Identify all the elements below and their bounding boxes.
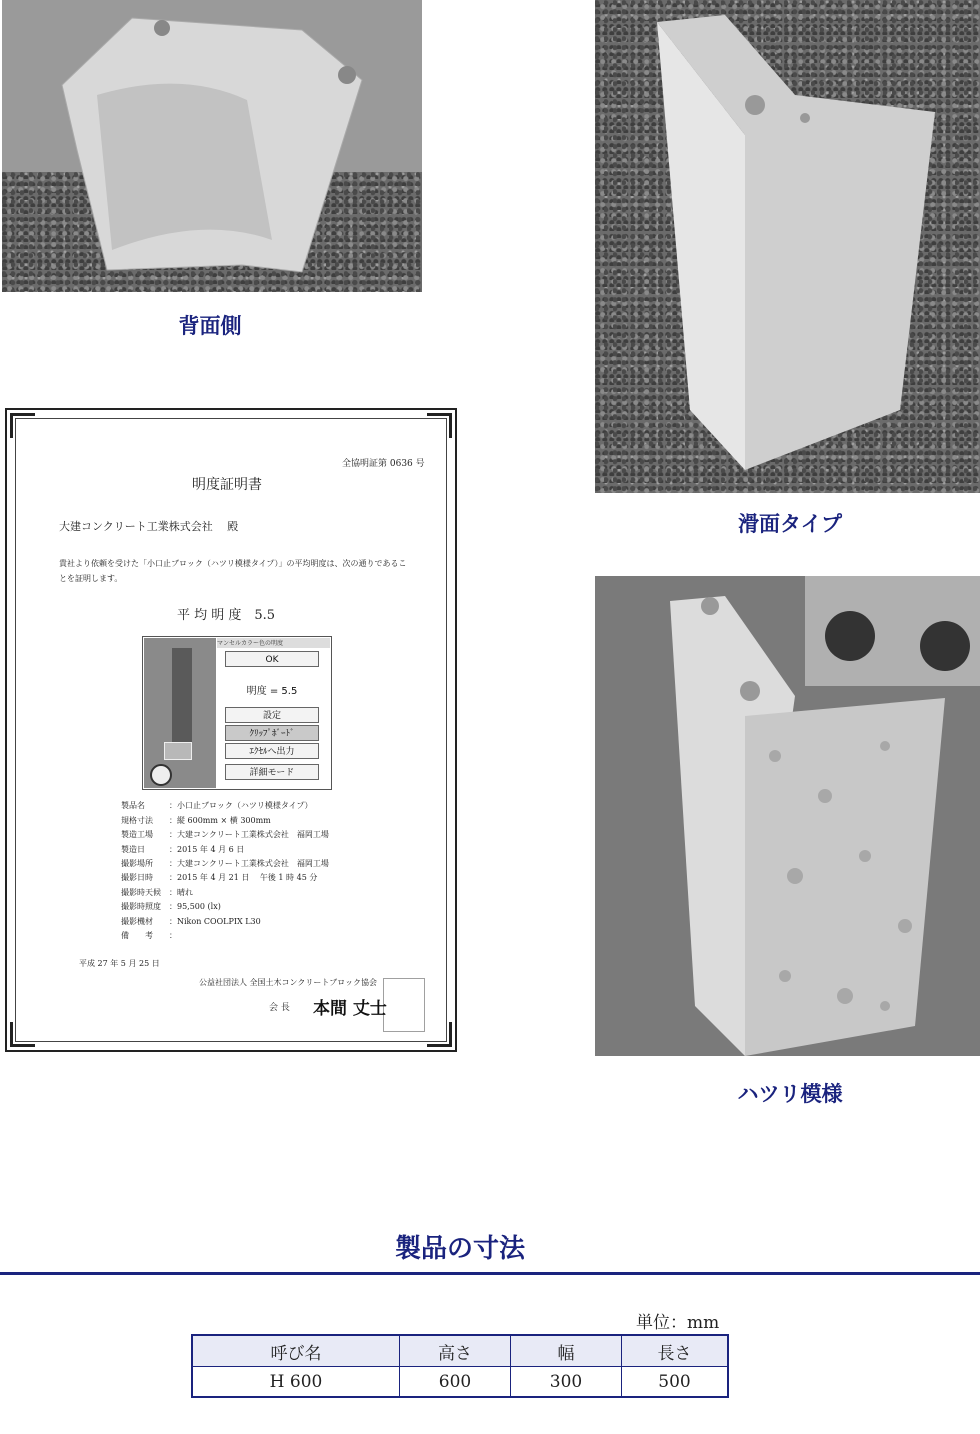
detail-value: ：縦 600mm × 横 300mm [169, 816, 271, 825]
photo-back-side [2, 0, 422, 292]
table-cell: 500 [622, 1367, 729, 1398]
table-cell: H 600 [192, 1367, 400, 1398]
table-row [192, 1367, 728, 1398]
detail-value: ：Nikon COOLPIX L30 [169, 917, 261, 926]
column-header: 高さ [400, 1335, 511, 1367]
detail-value: ：2015 年 4 月 6 日 [169, 845, 245, 854]
corner-ornament [427, 413, 452, 438]
detail-value: ：95,500 (lx) [169, 902, 221, 911]
dimensions-table [191, 1334, 729, 1398]
screen-settings-button: 設定 [225, 707, 319, 723]
column-header: 長さ [622, 1335, 729, 1367]
concrete-block-smooth-illustration [595, 0, 980, 493]
table-cell: 600 [400, 1367, 511, 1398]
certificate-recipient: 大建コンクリート工業株式会社 殿 [59, 520, 239, 533]
detail-value: ：大建コンクリート工業株式会社 福岡工場 [169, 830, 329, 839]
caption-back-side: 背面側 [178, 314, 242, 338]
detail-label: 撮影機材 [121, 917, 153, 926]
detail-value: ：晴れ [169, 888, 193, 897]
screen-excel-button: ｴｸｾﾙへ出力 [225, 743, 319, 759]
certificate-title: 明度証明書 [192, 477, 262, 493]
certificate-body-line1: 貴社より依頼を受けた「小口止ブロック（ハツリ模様タイプ）」の平均明度は、次の通りであるこ [59, 559, 407, 568]
corner-ornament [10, 1022, 35, 1047]
detail-label: 備 考 [121, 931, 153, 940]
concrete-block-hatsuri-illustration [595, 576, 980, 1056]
detail-value: ：大建コンクリート工業株式会社 福岡工場 [169, 859, 329, 868]
official-seal [383, 978, 425, 1032]
clock-icon [150, 764, 172, 786]
sample-tile [164, 742, 192, 760]
certificate-role: 会 長 [269, 1003, 290, 1013]
certificate-issuer: 公益社団法人 全国土木コンクリートブロック協会 [199, 978, 377, 987]
screen-clipboard-button: ｸﾘｯﾌﾟﾎﾞｰﾄﾞ [225, 725, 319, 741]
column-header: 幅 [511, 1335, 622, 1367]
column-header: 呼び名 [192, 1335, 400, 1367]
screen-detail-button: 詳細モード [225, 764, 319, 780]
certificate-signature: 本間 丈士 [313, 999, 387, 1019]
photo-hatsuri-pattern [595, 576, 980, 1056]
screen-value: 明度 = 5.5 [246, 686, 298, 697]
detail-label: 撮影時天候 [121, 888, 161, 897]
detail-label: 製造工場 [121, 830, 153, 839]
section-divider [0, 1272, 980, 1275]
caption-smooth-type: 滑面タイプ [738, 512, 842, 536]
screen-ok-button: OK [225, 651, 319, 667]
corner-ornament [427, 1022, 452, 1047]
unit-label: 単位：mm [636, 1313, 720, 1333]
sample-photo [144, 638, 216, 788]
certificate-average: 平 均 明 度 5.5 [177, 608, 276, 623]
detail-label: 撮影日時 [121, 873, 153, 882]
brightness-certificate [5, 408, 457, 1052]
screen-window-title: マンセルカラー色の明度 [217, 638, 330, 648]
detail-label: 製品名 [121, 801, 145, 810]
corner-ornament [10, 413, 35, 438]
detail-label: 規格寸法 [121, 816, 153, 825]
certificate-body-line2: とを証明します。 [59, 574, 123, 583]
table-header-row [192, 1335, 728, 1367]
table-cell: 300 [511, 1367, 622, 1398]
detail-value: ：2015 年 4 月 21 日 午後 1 時 45 分 [169, 873, 318, 882]
certificate-number: 全協明証第 0636 号 [342, 459, 425, 469]
detail-label: 撮影時照度 [121, 902, 161, 911]
photo-smooth-type [595, 0, 980, 493]
detail-label: 製造日 [121, 845, 145, 854]
measurement-screenshot [142, 636, 332, 790]
detail-label: 撮影場所 [121, 859, 153, 868]
concrete-block-back-illustration [2, 0, 422, 292]
detail-value: ：小口止ブロック（ハツリ模様タイプ） [169, 801, 313, 810]
detail-value: ： [169, 931, 177, 940]
caption-hatsuri-pattern: ハツリ模様 [737, 1082, 843, 1106]
certificate-date: 平成 27 年 5 月 25 日 [79, 959, 160, 968]
dimensions-title: 製品の寸法 [394, 1234, 525, 1264]
